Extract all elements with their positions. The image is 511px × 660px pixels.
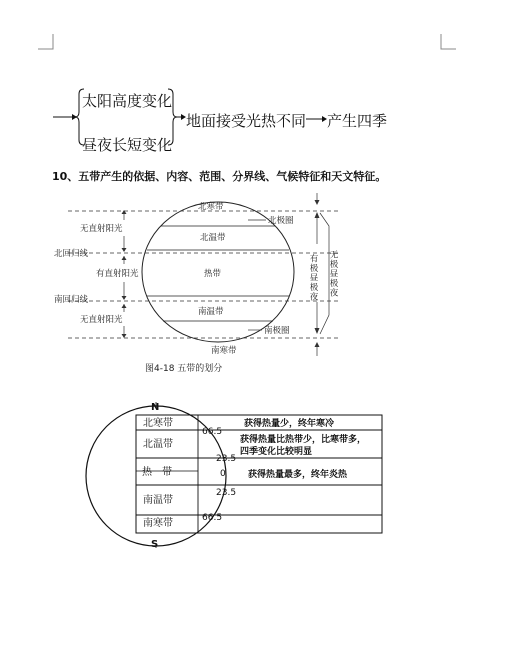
- figure1-caption: 图4-18 五带的划分: [145, 364, 223, 374]
- latitude-label-23-5n: 23.5: [216, 454, 237, 464]
- flow-cause-sun-altitude: 太阳高度变化: [82, 92, 173, 110]
- north-pole-label: N: [151, 402, 160, 413]
- latitude-label-66-5s: 66.5: [202, 513, 223, 523]
- figure-zone-heat: [0, 398, 511, 548]
- zone-label-south-frigid: 南寒带: [143, 518, 173, 529]
- zone-label-south-temperate: 南温带: [143, 495, 173, 506]
- zone-label-north-frigid: 北寒带: [198, 202, 224, 212]
- polar-day-night-yes-label: 有极昼极夜: [308, 254, 318, 302]
- south-pole-label: S: [151, 539, 159, 548]
- zone-label-north-temperate: 北温带: [143, 439, 173, 450]
- desc-frigid: 获得热量少，终年寒冷: [244, 419, 335, 429]
- desc-tropical: 获得热量最多，终年炎热: [248, 470, 348, 480]
- direct-sun-label: 有直射阳光: [96, 269, 139, 279]
- tropic-of-capricorn-label: 南回归线: [54, 295, 89, 305]
- zone-label-south-temperate: 南温带: [198, 307, 224, 317]
- arctic-circle-label: 北极圈: [268, 216, 294, 226]
- polar-day-night-no-label: 无极昼极夜: [328, 250, 338, 298]
- desc-temperate-line1: 获得热量比热带少，比寒带多，: [240, 435, 367, 445]
- latitude-label-66-5n: 66.5: [202, 427, 223, 437]
- latitude-label-23-5s: 23.5: [216, 488, 237, 498]
- corner-mark-right: [440, 34, 456, 50]
- zone-label-north-temperate: 北温带: [200, 233, 226, 243]
- antarctic-circle-label: 南极圈: [264, 326, 290, 336]
- no-direct-sun-north-label: 无直射阳光: [80, 224, 123, 234]
- zone-label-tropical: 热 带: [142, 467, 172, 478]
- flow-cause-day-length: 昼夜长短变化: [82, 136, 173, 154]
- latitude-label-equator: 0: [220, 469, 226, 479]
- section-heading: 10、五带产生的依据、内容、范围、分界线、气候特征和天文特征。: [52, 170, 387, 183]
- zone-label-north-frigid: 北寒带: [143, 418, 173, 429]
- flow-arrow-icon: [306, 110, 328, 128]
- flow-effect: 地面接受光热不同: [186, 112, 307, 130]
- desc-temperate-line2: 四季变化比较明显: [240, 447, 313, 457]
- flow-result: 产生四季: [327, 112, 388, 130]
- zone-label-south-frigid: 南寒带: [211, 346, 237, 356]
- tropic-of-cancer-label: 北回归线: [54, 249, 89, 259]
- corner-mark-left: [38, 34, 54, 50]
- figure-five-zones: [0, 190, 511, 360]
- no-direct-sun-south-label: 无直射阳光: [80, 315, 123, 325]
- zone-label-tropical: 热带: [204, 269, 222, 279]
